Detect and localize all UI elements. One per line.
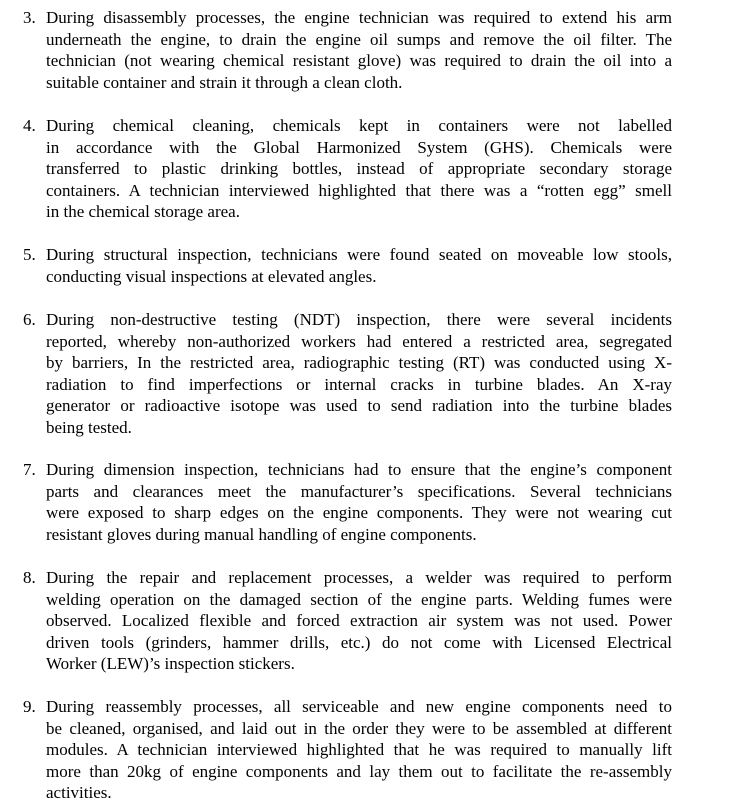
item-number: 7. (23, 460, 36, 479)
text-line: During chemical cleaning, chemicals kept in containers were not labelled (46, 116, 672, 135)
item-number: 5. (23, 245, 36, 264)
text-line: containers. A technician interviewed highlighted that there was a “rotten egg” smell (46, 180, 672, 200)
item-number: 6. (23, 310, 36, 329)
text-line: During disassembly processes, the engine technician was required to extend his arm (46, 8, 672, 27)
text-line: During non-destructive testing (NDT) inspection, there were several incidents (46, 310, 672, 329)
text-line: parts and clearances meet the manufacturer’s specifications. Several technicians (46, 481, 672, 501)
text-line: conducting visual inspections at elevated angles. (46, 266, 377, 286)
text-line: transferred to plastic drinking bottles, instead of appropriate secondary storage (46, 159, 672, 178)
text-line: activities. (46, 783, 112, 802)
item-number: 3. (23, 8, 36, 27)
text-line: were exposed to sharp edges on the engine components. They were not wearing cut (46, 503, 672, 522)
text-line: reported, whereby non-authorized workers had entered a restricted area, segregated (46, 331, 672, 351)
text-line: During dimension inspection, technicians had to ensure that the engine’s component (46, 460, 672, 479)
text-line: Worker (LEW)’s inspection stickers. (46, 654, 295, 673)
item-text (46, 115, 672, 223)
text-line: technician (not wearing chemical resistant glove) was required to drain the oil into a (46, 51, 672, 70)
text-line: During reassembly processes, all serviceable and new engine components need to (46, 697, 672, 716)
item-number: 8. (23, 568, 36, 587)
text-line: be cleaned, organised, and laid out in the order they were to be assembled at different (46, 718, 672, 738)
text-line: radiation to find imperfections or internal cracks in turbine blades. An X-ray (46, 374, 672, 394)
item-text (46, 567, 672, 675)
text-line: welding operation on the damaged section of the engine parts. Welding fumes were (46, 589, 672, 609)
text-line: During structural inspection, technicians were found seated on moveable low stools, (46, 245, 672, 264)
text-line: resistant gloves during manual handling of engine components. (46, 524, 477, 544)
item-text (46, 459, 672, 545)
item-number: 4. (23, 116, 36, 135)
text-line: generator or radioactive isotope was used to send radiation into the turbine blades (46, 396, 672, 415)
text-line: more than 20kg of engine components and lay them out to facilitate the re-assembly (46, 761, 672, 781)
text-line: by barriers, In the restricted area, radiographic testing (RT) was conducted using X- (46, 353, 672, 372)
text-line: in accordance with the Global Harmonized System (GHS). Chemicals were (46, 137, 672, 157)
text-line: being tested. (46, 417, 132, 437)
item-text (46, 309, 672, 438)
item-number: 9. (23, 697, 36, 716)
text-line: suitable container and strain it through a clean cloth. (46, 72, 403, 92)
text-line: in the chemical storage area. (46, 202, 240, 221)
text-line: driven tools (grinders, hammer drills, etc.) do not come with Licensed Electrical (46, 632, 672, 652)
text-line: observed. Localized flexible and forced extraction air system was not used. Power (46, 611, 672, 630)
text-line: During the repair and replacement processes, a welder was required to perform (46, 568, 672, 587)
text-line: underneath the engine, to drain the engine oil sumps and remove the oil filter. The (46, 29, 672, 49)
text-line: modules. A technician interviewed highlighted that he was required to manually lift (46, 740, 672, 759)
item-text (46, 244, 672, 287)
item-text (46, 696, 672, 804)
item-text (46, 7, 672, 93)
